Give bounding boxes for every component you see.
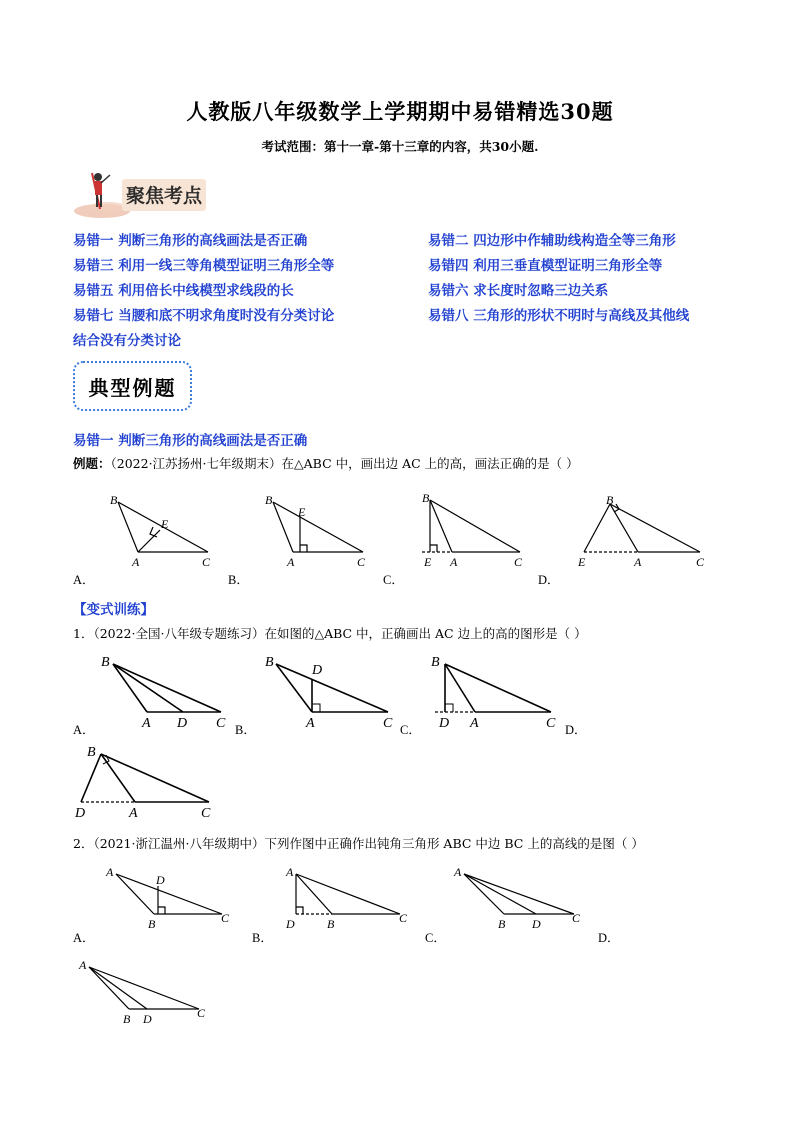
svg-text:B: B bbox=[123, 1012, 131, 1026]
example-option-b: B． bbox=[228, 573, 249, 587]
q1-figure-d bbox=[73, 742, 223, 822]
svg-text:B: B bbox=[498, 917, 506, 931]
svg-text:E: E bbox=[578, 555, 586, 569]
svg-text:B: B bbox=[110, 493, 118, 507]
svg-text:C: C bbox=[197, 1006, 206, 1020]
q2-figure-c bbox=[450, 862, 590, 934]
q2-option-d: D． bbox=[598, 931, 620, 945]
q2-figure-a bbox=[100, 862, 240, 934]
section1-heading: 易错一 判断三角形的高线画法是否正确 bbox=[73, 433, 308, 449]
svg-text:C: C bbox=[202, 555, 211, 569]
svg-text:C: C bbox=[216, 716, 226, 731]
key-point-8-cont: 结合没有分类讨论 bbox=[73, 333, 181, 349]
svg-text:A: A bbox=[79, 958, 87, 972]
example-label: 例题： bbox=[73, 456, 111, 471]
svg-text:D: D bbox=[156, 873, 165, 887]
svg-text:D: D bbox=[439, 716, 450, 731]
key-point-3: 易错三 利用一线三等角模型证明三角形全等 bbox=[73, 258, 335, 274]
key-point-5: 易错五 利用倍长中线模型求线段的长 bbox=[73, 283, 294, 299]
svg-text:E: E bbox=[424, 555, 432, 569]
svg-text:C: C bbox=[221, 911, 230, 925]
svg-text:A: A bbox=[287, 555, 295, 569]
svg-text:C: C bbox=[399, 911, 408, 925]
svg-text:A: A bbox=[450, 555, 458, 569]
key-point-8: 易错八 三角形的形状不明时与高线及其他线 bbox=[428, 308, 690, 324]
practice-heading: 【变式训练】 bbox=[73, 602, 154, 618]
key-point-4: 易错四 利用三垂直模型证明三角形全等 bbox=[428, 258, 663, 274]
svg-text:B: B bbox=[606, 493, 614, 507]
svg-text:A: A bbox=[142, 716, 151, 731]
focus-banner-label: 聚焦考点 bbox=[126, 185, 203, 207]
svg-text:A: A bbox=[129, 806, 138, 821]
svg-text:E: E bbox=[298, 505, 306, 519]
svg-text:A: A bbox=[106, 865, 114, 879]
q1-option-b: B． bbox=[235, 723, 256, 737]
svg-text:B: B bbox=[327, 917, 335, 931]
svg-text:D: D bbox=[177, 716, 188, 731]
section-badge: 典型例题 bbox=[73, 361, 192, 411]
svg-text:C: C bbox=[546, 716, 556, 731]
key-point-2: 易错二 四边形中作辅助线构造全等三角形 bbox=[428, 233, 676, 249]
q1-figure-c bbox=[425, 652, 565, 732]
svg-text:B: B bbox=[265, 493, 273, 507]
svg-text:C: C bbox=[383, 716, 393, 731]
svg-text:A: A bbox=[286, 865, 294, 879]
svg-text:C: C bbox=[514, 555, 523, 569]
q1-option-d: D． bbox=[565, 723, 587, 737]
svg-text:D: D bbox=[75, 806, 86, 821]
svg-text:A: A bbox=[634, 555, 642, 569]
q1-option-a: A． bbox=[73, 723, 95, 737]
example-option-d: D． bbox=[538, 573, 560, 587]
focus-banner bbox=[70, 167, 210, 219]
svg-text:C: C bbox=[201, 806, 211, 821]
svg-text:A: A bbox=[306, 716, 315, 731]
example-option-a: A． bbox=[73, 573, 95, 587]
key-point-7: 易错七 当腰和底不明求角度时没有分类讨论 bbox=[73, 308, 335, 324]
page-title: 人教版八年级数学上学期期中易错精选30题 bbox=[186, 99, 614, 124]
svg-text:B: B bbox=[87, 745, 96, 760]
svg-text:D: D bbox=[286, 917, 295, 931]
example-figure-c bbox=[410, 488, 530, 570]
svg-text:B: B bbox=[148, 917, 156, 931]
q2-text: 2．（2021·浙江温州·八年级期中）下列作图中正确作出钝角三角形 ABC 中边 BC 上的高线的是图（ ） bbox=[73, 836, 644, 851]
svg-text:D: D bbox=[143, 1012, 152, 1026]
q1-text: 1．（2022·全国·八年级专题练习）在如图的△ABC 中，正确画出 AC 边上的高的图形是（ ） bbox=[73, 626, 587, 641]
q2-option-c: C． bbox=[425, 931, 446, 945]
page-subtitle: 考试范围：第十一章-第十三章的内容，共30小题. bbox=[261, 139, 539, 154]
svg-text:B: B bbox=[431, 655, 440, 670]
key-point-6: 易错六 求长度时忽略三边关系 bbox=[428, 283, 609, 299]
svg-text:C: C bbox=[696, 555, 705, 569]
example-option-c: C． bbox=[383, 573, 404, 587]
svg-text:D: D bbox=[312, 663, 323, 678]
svg-text:B: B bbox=[422, 491, 430, 505]
example-figure-b bbox=[255, 488, 375, 570]
svg-text:E: E bbox=[161, 517, 169, 531]
svg-text:C: C bbox=[572, 911, 581, 925]
svg-text:A: A bbox=[454, 865, 462, 879]
q2-figure-d bbox=[75, 955, 225, 1027]
example-text: （2022·江苏扬州·七年级期末）在△ABC 中，画出边 AC 上的高，画法正确的是（ ） bbox=[110, 456, 579, 471]
example-question bbox=[73, 454, 579, 472]
svg-text:D: D bbox=[532, 917, 541, 931]
svg-text:B: B bbox=[101, 655, 110, 670]
example-figure-d bbox=[570, 488, 710, 570]
q2-figure-b bbox=[280, 862, 420, 934]
svg-text:A: A bbox=[132, 555, 140, 569]
svg-text:A: A bbox=[470, 716, 479, 731]
q1-figure-b bbox=[262, 652, 402, 732]
q1-figure-a bbox=[95, 652, 235, 732]
example-figure-a bbox=[100, 488, 220, 570]
q2-option-b: B． bbox=[252, 931, 273, 945]
q2-option-a: A． bbox=[73, 931, 95, 945]
svg-text:B: B bbox=[265, 655, 274, 670]
svg-text:C: C bbox=[357, 555, 366, 569]
key-point-1: 易错一 判断三角形的高线画法是否正确 bbox=[73, 233, 308, 249]
q1-option-c: C． bbox=[400, 723, 421, 737]
